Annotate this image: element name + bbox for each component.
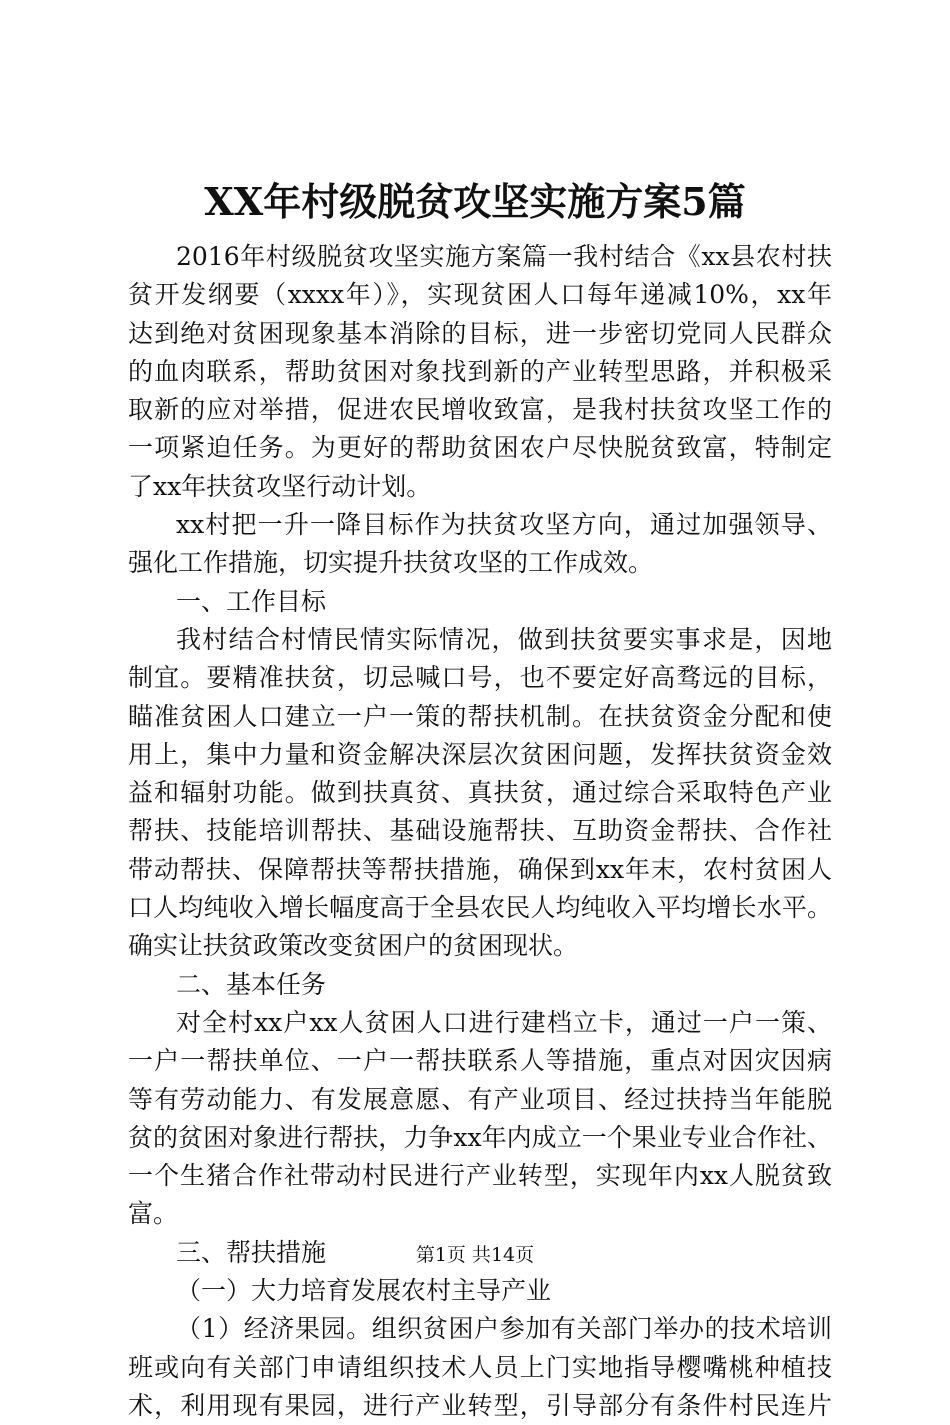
paragraph-line: xx村把一升一降目标作为扶贫攻坚方向，通过加强领导、 (176, 510, 832, 540)
paragraph-line: 了xx年扶贫攻坚行动计划。 (128, 471, 432, 501)
paragraph-line: 制宜。要精准扶贫，切忌喊口号，也不要定好高骛远的目标， (128, 663, 832, 693)
paragraph-line: （一）大力培育发展农村主导产业 (176, 1276, 552, 1306)
paragraph-line: 取新的应对举措，促进农民增收致富，是我村扶贫攻坚工作的 (128, 395, 832, 425)
paragraph-line: 我村结合村情民情实际情况，做到扶贫要实事求是，因地 (176, 624, 832, 654)
paragraph-line: 确实让扶贫政策改变贫困户的贫困现状。 (128, 931, 579, 961)
paragraph-line: 术，利用现有果园，进行产业转型，引导部分有条件村民连片 (128, 1390, 832, 1420)
paragraph-line: 帮扶、技能培训帮扶、基础设施帮扶、互助资金帮扶、合作社 (128, 816, 832, 846)
paragraph-line: 班或向有关部门申请组织技术人员上门实地指导樱嘴桃种植技 (128, 1352, 832, 1382)
paragraph-line: 一个生猪合作社带动村民进行产业转型，实现年内xx人脱贫致 (128, 1161, 832, 1191)
paragraph-line: 一项紧迫任务。为更好的帮助贫困农户尽快脱贫致富，特制定 (128, 433, 832, 463)
paragraph-line: 等有劳动能力、有发展意愿、有产业项目、经过扶持当年能脱 (128, 1084, 832, 1114)
paragraph-line: 强化工作措施，切实提升扶贫攻坚的工作成效。 (128, 548, 654, 578)
paragraph-line: 二、基本任务 (176, 969, 327, 999)
paragraph-line: 一、工作目标 (176, 586, 327, 616)
paragraph-line: （1）经济果园。组织贫困户参加有关部门举办的技术培训 (176, 1314, 832, 1344)
paragraph-line: 对全村xx户xx人贫困人口进行建档立卡，通过一户一策、 (176, 1007, 832, 1037)
paragraph-line: 富。 (128, 1199, 179, 1229)
paragraph-line: 达到绝对贫困现象基本消除的目标，进一步密切党同人民群众 (128, 318, 832, 348)
paragraph-line: 瞄准贫困人口建立一户一策的帮扶机制。在扶贫资金分配和使 (128, 701, 832, 731)
paragraph-line: 带动帮扶、保障帮扶等帮扶措施，确保到xx年末，农村贫困人 (128, 854, 832, 884)
paragraph-line: 一户一帮扶单位、一户一帮扶联系人等措施，重点对因灾因病 (128, 1046, 832, 1076)
paragraph-line: 三、帮扶措施 (176, 1237, 327, 1267)
paragraph-line: 口人均纯收入增长幅度高于全县农民人均纯收入平均增长水平。 (128, 893, 832, 923)
paragraph-line: 贫的贫困对象进行帮扶，力争xx年内成立一个果业专业合作社、 (128, 1122, 832, 1152)
page-footer: 第1页 共14页 (415, 1244, 535, 1266)
paragraph-line: 的血肉联系，帮助贫困对象找到新的产业转型思路，并积极采 (128, 356, 832, 386)
paragraph-line: 用上，集中力量和资金解决深层次贫困问题，发挥扶贫资金效 (128, 739, 832, 769)
paragraph-line: 2016年村级脱贫攻坚实施方案篇一我村结合《xx县农村扶 (176, 242, 832, 271)
page-title: XX年村级脱贫攻坚实施方案5篇 (204, 179, 746, 224)
paragraph-line: 益和辐射功能。做到扶真贫、真扶贫，通过综合采取特色产业 (128, 778, 832, 808)
paragraph-line: 贫开发纲要（xxxx年）》，实现贫困人口每年递减10%，xx年 (128, 280, 832, 310)
